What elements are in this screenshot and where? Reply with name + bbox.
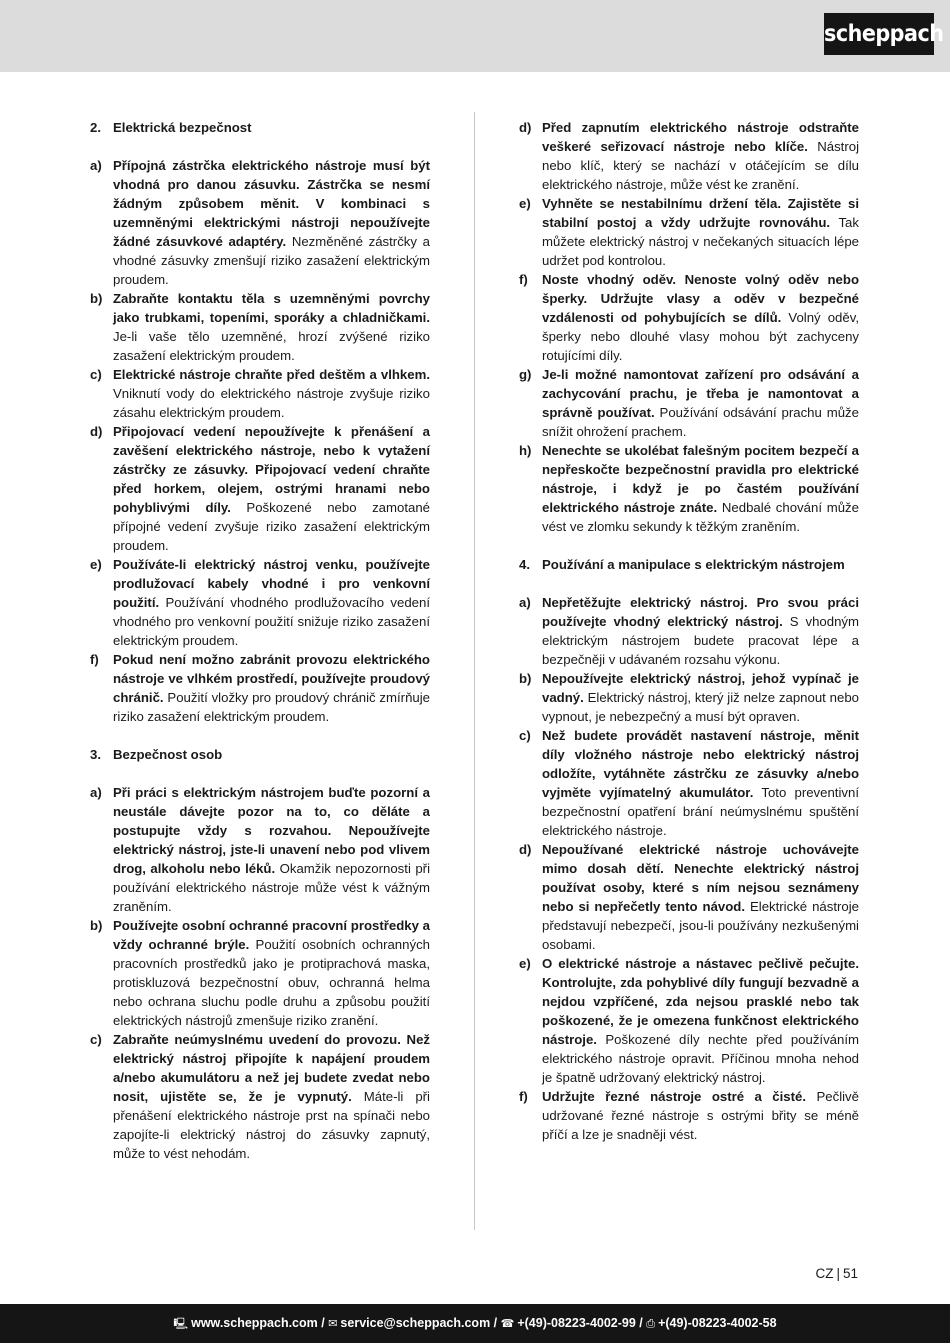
list-item: b) Nepoužívejte elektrický nástroj, jehož vypínač je vadný. Elektrický nástroj, který již nelze zapnout nebo vypnout, je nebezpečný a musí být opraven. bbox=[519, 671, 859, 724]
section-heading: 4. Používání a manipulace s elektrickým nástrojem bbox=[519, 557, 845, 572]
list-item: c) Zabraňte neúmyslnému uvedení do provozu. Než elektrický nástroj připojíte k napájení proudem a/nebo akumulátoru a než jej budete zvedat nebo nosit, ujistěte se, že je vypnutý. Máte-li při přenášení elektrického nástroje prst na spínači nebo zapojíte-li elektrický nástroj do zásuvky zapnutý, může to vést nehodám. bbox=[90, 1032, 430, 1161]
footer-bar bbox=[0, 1304, 950, 1343]
list-item: b) Zabraňte kontaktu těla s uzemněnými povrchy jako trubkami, topeními, sporáky a chladničkami. Je-li vaše tělo uzemněné, hrozí zvýšené riziko zasažení elektrickým proudem. bbox=[90, 291, 430, 363]
page-number: CZ | 51 bbox=[815, 1266, 858, 1281]
list-item: c) Elektrické nástroje chraňte před deštěm a vlhkem. Vniknutí vody do elektrického nástroje zvyšuje riziko zásahu elektrickým proudem. bbox=[90, 367, 430, 420]
section-heading: 2. Elektrická bezpečnost bbox=[90, 120, 252, 135]
column-divider bbox=[474, 112, 475, 1230]
list-item: h) Nenechte se ukolébat falešným pocitem bezpečí a nepřeskočte bezpečnostní pravidla pro elektrické nástroje, i když je po častém používání elektrického nástroje znáte. Nedbalé chování může vést ve zlomku sekundy k těžkým zraněním. bbox=[519, 443, 859, 534]
footer-web: www.scheppach.com / bbox=[191, 1316, 325, 1330]
footer-fax: +(49)-08223-4002-58 bbox=[658, 1316, 777, 1330]
list-item: a) Nepřetěžujte elektrický nástroj. Pro svou práci používejte vhodný elektrický nástroj. S vhodným elektrickým nástrojem budete pracovat lépe a bezpečněji v udávaném rozsahu výkonu. bbox=[519, 595, 859, 667]
section-heading: 3. Bezpečnost osob bbox=[90, 747, 223, 762]
scheppach-logo: scheppach bbox=[824, 13, 934, 55]
left-column bbox=[90, 118, 430, 1163]
list-item: f) Pokud není možno zabránit provozu elektrického nástroje ve vlhkém prostředí, používejte proudový chránič. Použití vložky pro proudový chránič zmírňuje riziko zasažení elektrickým proudem. bbox=[90, 652, 430, 724]
list-item: d) Nepoužívané elektrické nástroje uchovávejte mimo dosah dětí. Nenechte elektrický nástroj používat osoby, které s ním nejsou seznámeny nebo si nepřečetly tento návod. Elektrické nástroje představují nebezpečí, jsou-li používány nezkušenými osobami. bbox=[519, 842, 859, 952]
list-item: g) Je-li možné namontovat zařízení pro odsávání a zachycování prachu, je třeba je namontovat a správně používat. Používání odsávání prachu může snížit ohrožení prachem. bbox=[519, 367, 859, 439]
fax-icon: ⎙ bbox=[646, 1317, 656, 1330]
list-item: e) O elektrické nástroje a nástavec pečlivě pečujte. Kontrolujte, zda pohyblivé díly fungují bezvadně a nejdou vzpříčené, zda nejsou prasklé nebo tak poškozené, že je omezena funkčnost elektrického nástroje. Poškozené díly nechte před používáním elektrického nástroje opravit. Příčinou mnoha nehod je špatně udržovaný elektrický nástroj. bbox=[519, 956, 859, 1085]
list-item: b) Používejte osobní ochranné pracovní prostředky a vždy ochranné brýle. Použití osobních ochranných pracovních prostředků jako je protiprachová maska, protiskluzová bezpečnostní obuv, ochranná helma nebo ochrana sluchu podle druhu a způsobu použití elektrických nástrojů zmenšuje riziko zranění. bbox=[90, 918, 430, 1028]
list-item: a) Při práci s elektrickým nástrojem buďte pozorní a neustále dávejte pozor na to, co děláte a postupujte vždy s rozvahou. Nepoužívejte elektrický nástroj, jste-li unavení nebo pod vlivem drog, alkoholu nebo léků. Okamžik nepozornosti při používání elektrického nástroje může vést k vážným zraněním. bbox=[90, 785, 430, 914]
right-column bbox=[519, 118, 859, 1144]
header-bar bbox=[0, 0, 950, 72]
list-item: d) Připojovací vedení nepoužívejte k přenášení a zavěšení elektrického nástroje, nebo k vytažení zástrčky ze zásuvky. Připojovací vedení chraňte před horkem, olejem, ostrými hranami nebo pohyblivými díly. Poškozené nebo zamotané přípojné vedení zvyšuje riziko zasažení elektrickým proudem. bbox=[90, 424, 430, 553]
list-item: d) Před zapnutím elektrického nástroje odstraňte veškeré seřizovací nástroje nebo klíče. Nástroj nebo klíč, který se nachází v otáčejícím se dílu elektrického nástroje, může vést ke zranění. bbox=[519, 120, 859, 192]
list-item: e) Používáte-li elektrický nástroj venku, používejte prodlužovací kabely vhodné i pro venkovní použití. Používání vhodného prodlužovacího vedení vhodného pro venkovní použití snižuje riziko zasažení elektrickým proudem. bbox=[90, 557, 430, 648]
computer-icon: 🖳 bbox=[173, 1317, 189, 1330]
mail-icon: ✉ bbox=[328, 1317, 338, 1330]
list-item: f) Udržujte řezné nástroje ostré a čisté. Pečlivě udržované řezné nástroje s ostrými břity se méně příčí a lze je snadněji vést. bbox=[519, 1089, 859, 1142]
list-item: e) Vyhněte se nestabilnímu držení těla. Zajistěte si stabilní postoj a vždy udržujte rovnováhu. Tak můžete elektrický nástroj v nečekaných situacích lépe udržet pod kontrolou. bbox=[519, 196, 859, 268]
list-item: c) Než budete provádět nastavení nástroje, měnit díly vložného nástroje nebo elektrický nástroj odložíte, vytáhněte zástrčku ze zásuvky a/nebo vyjměte vyjímatelný akumulátor. Toto preventivní bezpečnostní opatření brání neúmyslnému spuštění elektrického nástroje. bbox=[519, 728, 859, 838]
footer-phone: +(49)-08223-4002-99 / bbox=[517, 1316, 643, 1330]
phone-icon: ☎ bbox=[500, 1317, 515, 1330]
footer-email: service@scheppach.com / bbox=[340, 1316, 498, 1330]
list-item: f) Noste vhodný oděv. Nenoste volný oděv nebo šperky. Udržujte vlasy a oděv v bezpečné vzdálenosti od pohybujících se dílů. Volný oděv, šperky nebo dlouhé vlasy mohou být zachyceny rotujícími díly. bbox=[519, 272, 859, 363]
list-item: a) Přípojná zástrčka elektrického nástroje musí být vhodná pro danou zásuvku. Zástrčka se nesmí žádným způsobem měnit. V kombinaci s uzemněnými elektrickými nástroji nepoužívejte žádné zásuvkové adaptéry. Nezměněné zástrčky a vhodné zásuvky zmenšují riziko zasažení elektrickým proudem. bbox=[90, 158, 430, 287]
